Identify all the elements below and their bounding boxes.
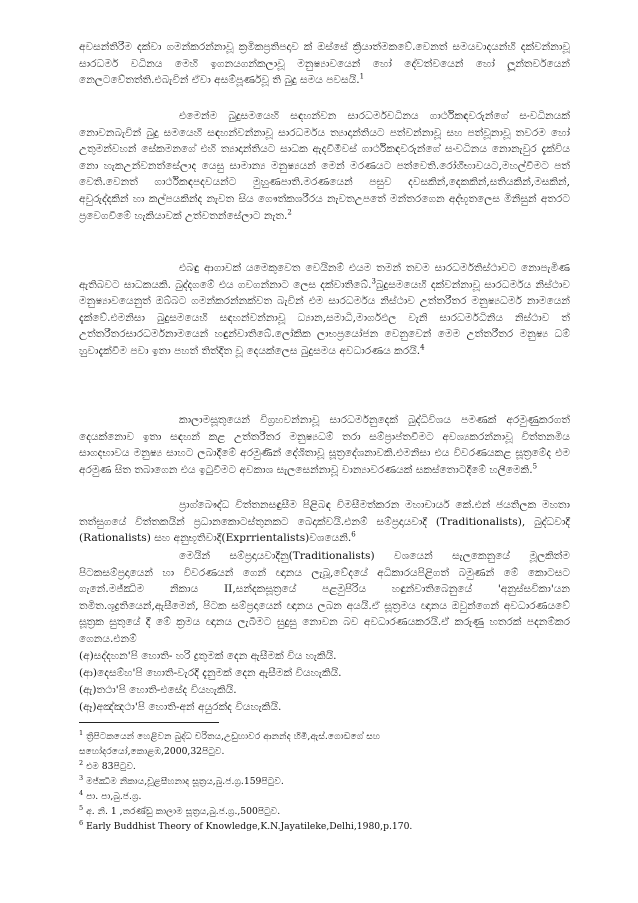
footnote-5: $^5$ අ. නි. 1 ,තරණ්ඩු කාලාම සූත්‍රය,බු.ජ.ග්‍ර.,500පිටුව. — [79, 803, 281, 817]
list-item-aa: (ආ)දෙසම්හ'පි හොති-වැරදි දැනුමක් දෙන ඇසීමක් වියහැකියි. — [79, 667, 342, 679]
traditionalists-paragraph: මෙයින් සම්ප්‍රදායවාදීනු(Traditionalists) වශයෙන් සැලකෙනුයේ මූලකිත්ම පිටකසම්ප්‍රදායෙන් හා විවරණයන් ගෙන් ඥානය ලැබූ,වේදයේ අධිකාරයපිළිගත් බමුණන් මේ කොටසට ගැනේ.මජ්ඣිම නිකාය II,සන්දකසූත්‍රයේ පළමුපිරිය හඳුන්වාතිබෙනුයේ 'අනුස්සවිකා'යන තමිත.ශූද්‍රතියෙන්,ඇසීමෙන්, පිටක සම්ප්‍රදායෙන් ඥානය ලබන අයයි.ඒ සූත්‍රමය ඥානය ඔවුන්ගෙන් අවධාරණයවේ සූත්‍රක සුතුයේ දී මේ ක්‍රමය ඥානය ලැබීමට සුදුසු නොවන බව අවධාරණයකරයි.ඒ කරුණු හතරක් පදනම්කර ගෙනය.එනම් — [79, 550, 570, 645]
footnote-divider — [79, 722, 219, 723]
footnote-4: $^4$ පා. පා,බු.ජ.ග්‍ර. — [79, 788, 142, 802]
footnote-ref-6[interactable]: 6 — [351, 530, 356, 539]
paragraph-1: අවසන්තිරීම දක්වා ගමන්කරන්නාවූ ක්‍රමිකප්‍රතිපදාව ක් ඔස්සේ ක්‍රියාත්මකවේ.වෙනත් සමයවාදයන්හි දක්වන්නාවූ සාරධර්ම වධිනය මෙහි ඉගනයගන්කලාවූ මනුෂ්‍යාවයෙන් හෝ දේවත්වයෙන් හෝ ලූන්තර්වයෙන් නෙලටවේතත්ති.එබැවින් ඒවා අසම්පූර්ණවූ ති බුදු සමය පවසයි.$^1$ — [79, 41, 570, 87]
footnote-6: $^6$ Early Buddhist Theory of Knowledge,K.N.Jayatileke,Delhi,1980,p.170. — [79, 818, 413, 832]
footnote-2: $^2$ එම 83පිටුව. — [79, 758, 136, 772]
schools-paragraph: ප්‍රාග්බෞද්ධ විත්තනසඳුසීම පිළිබඳ විමසීමත්කරන මහාචාර්ය කේ.එන් ජයතිලක මහතා තත්සුගයේ විත්තකයින් ප්‍රධානකොටස්තුනකට බෙදාක්වයි.එනම් සම්ප්‍රදායවාදී (Traditionalists), බුද්ධවාදී (Rationalists) සහ අනුභූතිවාදී(Exprrientalists)වශයෙනි.$^6$ — [79, 499, 571, 545]
list-item-ae: (ඇ)තථා'පි හොති-එසේද වියහැකියි. — [79, 684, 237, 696]
list-item-a: (අ)සද්දහන'පි හොති- හරි ද්‍රතුමක් දෙන ඇසීමක් විය හැකියි. — [79, 650, 337, 662]
footnote-ref-4[interactable]: 4 — [420, 343, 425, 352]
list-item-aee: (ඈ)අඤ්ඤථා'පි හොති-අන් අයුරක්ද වියහැකියි. — [79, 701, 282, 713]
paragraph-3: එබඳු ආගාවක් යමෙකුවෙත වෙයිනම් එයම තමන් තවම සාරධර්මතිස්ථාවට නොපැමිණ ඇතිබවට සාධකයකි. බුද්දගමේ එය ගවගන්නාට ලෙස දක්වාතිබේ.$^3$බුදුසමයෙහි දක්වන්නාවූ සාරධර්මය නිස්ථාව මනුෂ්‍යාවයෙනුත් ඔබ්බට ගමන්කරන්නක්වත බැවින් එම සාරධර්මය නිස්ථාව උත්තරීතර මනුෂ්‍යධර්ම නාමයෙන් දැක්වේ.එමනිසා බුදුසමයෙහි සඳහන්වන්නාවූ ධ්‍යාන,සමාධි,මාර්ගඵල වැනි සාරධර්මධිනිය නිස්ථාව ත් උත්තරීතරසාරධර්මනාමයෙන් හඳුන්වාතිබේ.ලෝකික ලාභප්‍රයෝජන වෙනුවෙන් මෙම උත්තරීතර මනුෂ්‍ය ධම් හුවාදැක්වීම පවා ඉතා පහත් තිත්දිත වූ දෙයක්ලෙස බුදුසමය අවධාරණය කරයි.$^4$ — [79, 262, 570, 357]
footnote-ref-5[interactable]: 5 — [532, 462, 538, 471]
footnote-1: $^1$ ත්‍රිපිටකයෙන් හෙළිවන බුද්ධ චරිතය,උඩුහාවර ආනන්ද හිමි,ඇස්.ගොඩගේ සහ — [79, 728, 381, 742]
footnote-ref-3[interactable]: 3 — [371, 277, 376, 286]
footnote-3: $^3$ මජ්ඣිම නිකාය,චූළසීහනාද සූත්‍රය,බු.ජ.ග්‍ර.159පිටුව. — [79, 773, 284, 787]
footnote-ref-1[interactable]: 1 — [359, 72, 365, 81]
footnote-ref-2[interactable]: 2 — [287, 208, 292, 217]
footnote-1-cont: සහෝදරයෝ,කොළඹ,2000,32පිටුව. — [79, 746, 225, 757]
paragraph-2: එමෙන්ම බුදුසමයෙහි සඳහන්වන සාරධර්මවධිනය ගාර්ථිකඳවරුන්ගේ සංවධිනයක් නොවනබැවින් බුදු සමයෙහි සඳහන්වන්නාවූ සාරධර්මය ත්‍යාදාන්තියට පත්වන්නාවූ සහ පත්වූනාවූ තවරම හෝ උතුමන්වහන් සේකමනගේ එහි ත්‍යාදාන්තියට සාධක ඇදවීමීවස් ගාර්ථිකඳවරුන්ගේ සංවධිනය නොනැවුර දැක්විය නො හැකඋන්වනත්සේලාද යෙසු සාමාන්‍ය මනුෂ්‍යයන් මෙන් මරණයට පත්වෙති.රෝගීභාවයට,මහල්වීමට පත් වෙති.වෙනත් ගාර්ථිකඳපදවයන්ට මුහුණපාති.මරණයෙන් පසුව දවසකින්,දෙකකින්,සතියකින්,මසකින්, අවුරුද්දකින් හා කල්පයකින්ද නැවත සිය ගෞත්කශරීරය නැවතඋපතේ මන්තරගෙන අද්භූතලෙස මිනිසුන් අතරට ප්‍රවෙගවීමේ හැකියාවක් උත්වතන්සේලාට නැත.$^2$ — [79, 110, 570, 222]
paragraph-4: කාලාමසූතුයෙන් විග්‍රහවන්නාවූ සාරධර්මනුදෙක් බුද්ධිවිශය පමණක් අරමුණුකරගත් දෙයක්නොව ඉතා සඳහන් කළ උත්තරීතර මනුෂ්‍යධම් තරා සම්ප්‍රාප්තවීමට අවශ්‍යකරන්නාවූ විත්තනමිය සාගදභාවය මනුෂ්‍ය සාහට ලබාදීමේ අරමුණින් දේශිතාවූ සූත්‍රදේශනාවකි.එමනිසා එය විවරණයකළ සූත්‍රමේද එම අරමුණ සිත තබාගෙන එය ඉටුවීමට අවකාශ සැලසෙන්නාවූ වාන්‍යාවරණයක් සකස්තොටදීමේ හලීමෙකි.$^5$ — [79, 414, 570, 476]
